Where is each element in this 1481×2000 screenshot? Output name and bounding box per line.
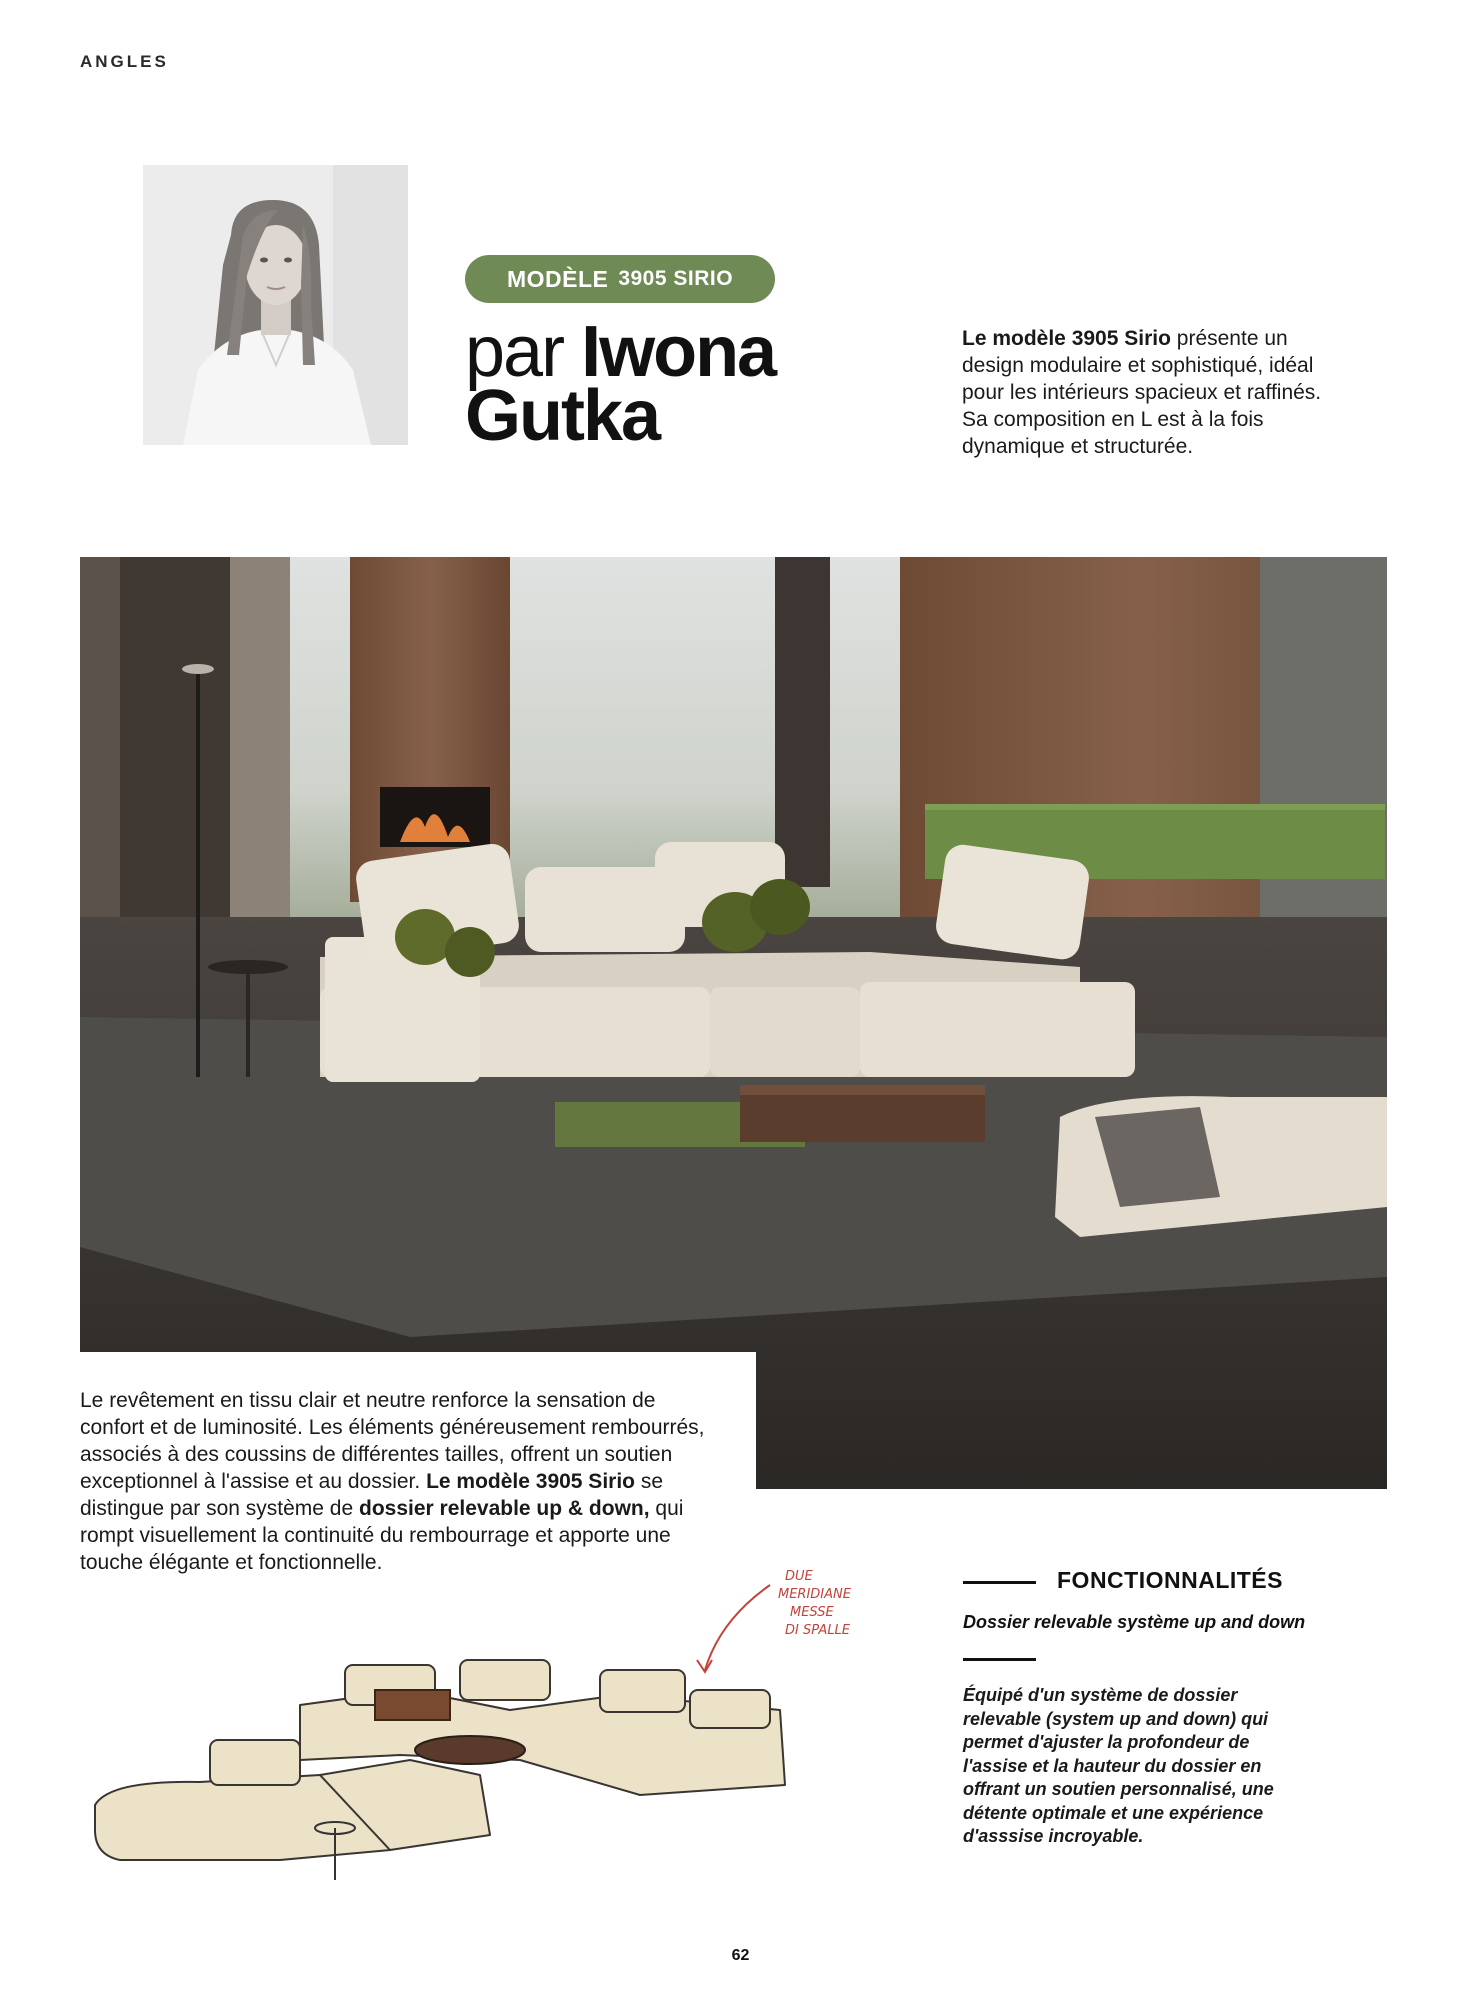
intro-paragraph xyxy=(962,325,1332,460)
features-subtitle: Dossier relevable système up and down xyxy=(963,1612,1306,1632)
designer-title xyxy=(465,312,776,456)
sketch-note-4: DI SPALLE xyxy=(785,1623,851,1638)
intro-bold: Le modèle 3905 Sirio xyxy=(962,327,1171,350)
features-rule-top xyxy=(963,1581,1036,1584)
body-text-2: se distingue par son système de xyxy=(80,1470,664,1520)
sketch-note-3: MESSE xyxy=(790,1605,834,1620)
title-prefix: par xyxy=(465,312,564,392)
designer-last-name: Gutka xyxy=(465,376,660,456)
page-number: 62 xyxy=(731,1947,750,1964)
sketch-note-1: DUE xyxy=(785,1569,813,1584)
body-bold-2: dossier relevable up & down, xyxy=(359,1497,650,1520)
features-rule-bottom xyxy=(963,1658,1036,1661)
designer-portrait xyxy=(143,165,408,445)
model-badge xyxy=(465,255,775,303)
body-paragraph xyxy=(80,1387,720,1576)
features-title: FONCTIONNALITÉS xyxy=(1057,1567,1283,1593)
model-badge-label: MODÈLE xyxy=(506,265,609,292)
body-text-1: Le revêtement en tissu clair et neutre renforce la sensation de confort et de luminosité. Les éléments généreusement rembourrés, associés à des coussins de différentes tailles, offrent un soutien exceptionnel à l'assise et au dossier. xyxy=(80,1389,705,1493)
sketch-note-2: MERIDIANE xyxy=(778,1587,851,1602)
sofa-sketch xyxy=(80,1560,880,1890)
designer-first-name: Iwona xyxy=(581,312,776,392)
features-description: Équipé d'un système de dossier relevable (system up and down) qui permet d'ajuster la profondeur de l'assise et la hauteur du dossier en offrant un soutien personnalisé, une détente optimale et une expérience d'asssise incroyable. xyxy=(963,1685,1274,1846)
model-badge-number: 3905 SIRIO xyxy=(618,267,734,290)
intro-text: présente un design modulaire et sophistiqué, idéal pour les intérieurs spacieux et raffinés. Sa composition en L est à la fois dynamique et structurée. xyxy=(962,327,1322,458)
living-room-photo xyxy=(80,557,1387,1489)
body-text-3: qui rompt visuellement la continuité du rembourrage et apporte une touche élégante et fonctionnelle. xyxy=(80,1497,684,1574)
body-bold-1: Le modèle 3905 Sirio xyxy=(426,1470,635,1493)
section-label: ANGLES xyxy=(80,52,169,71)
